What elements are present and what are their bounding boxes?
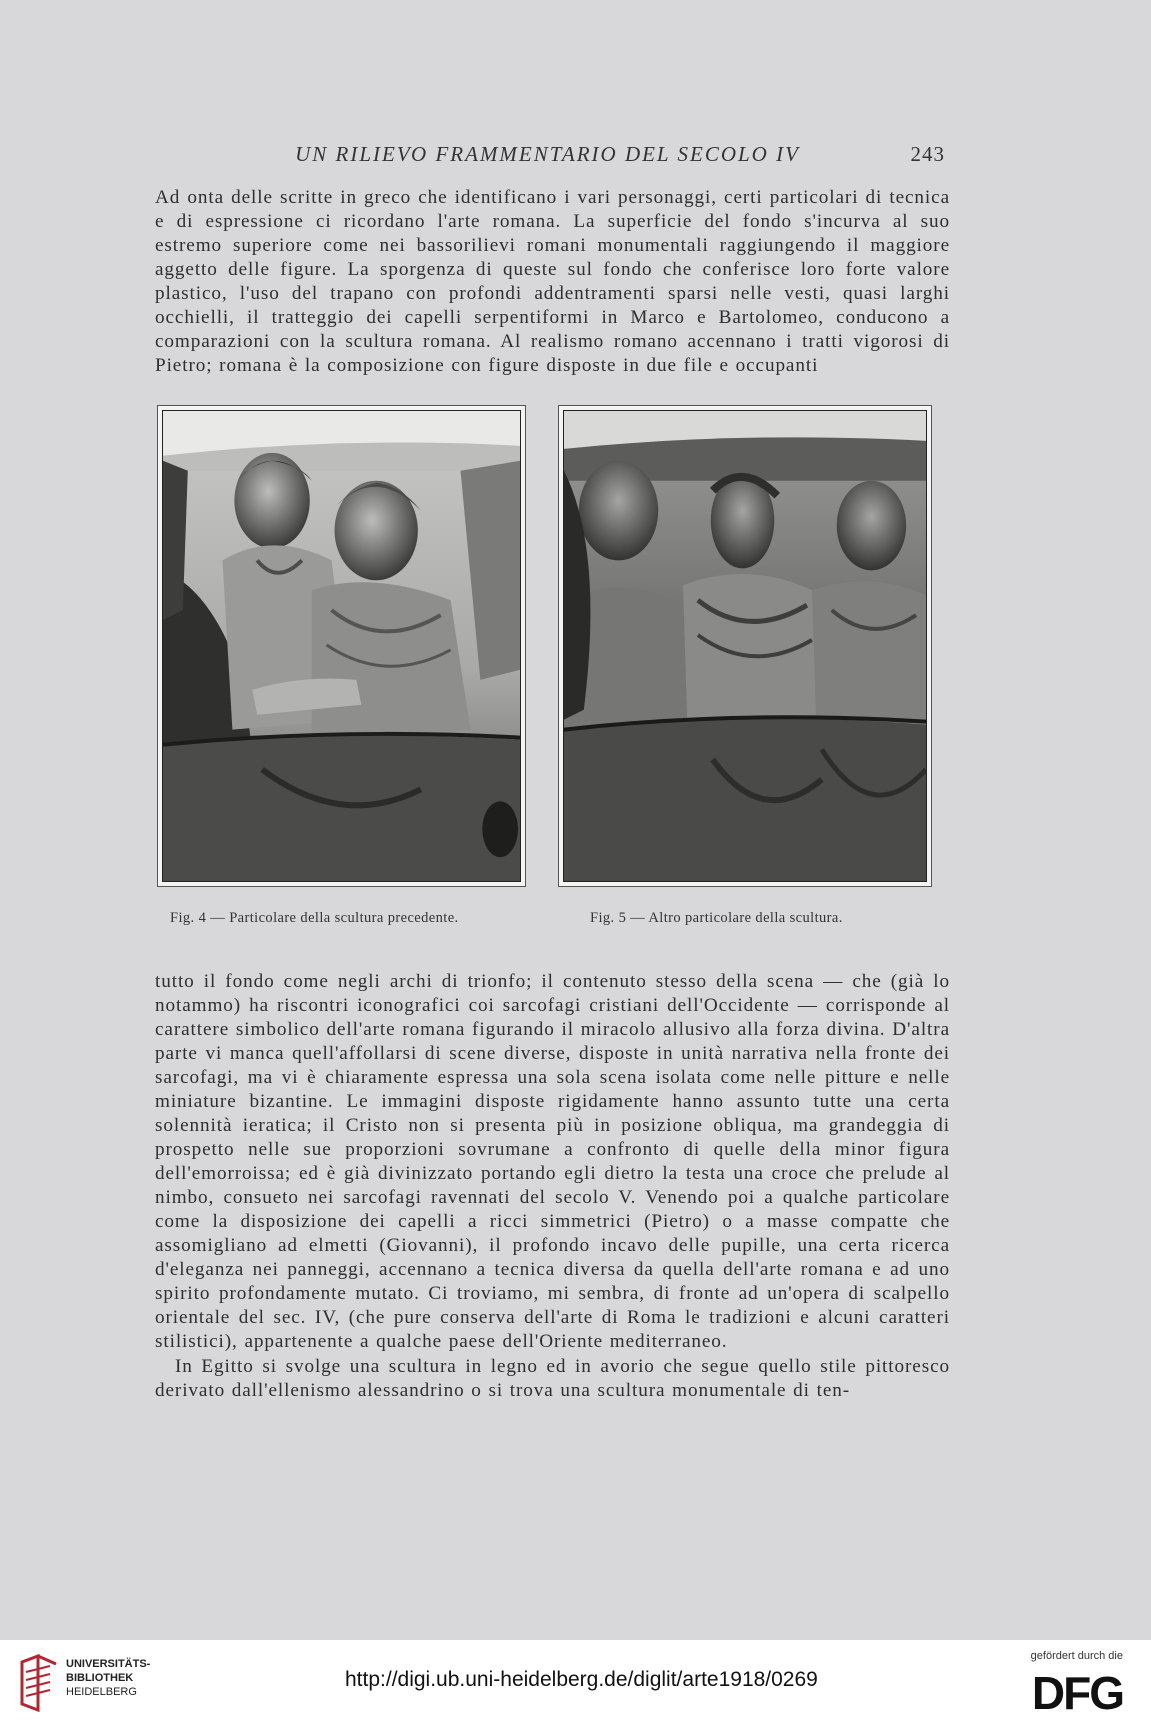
figure-5 bbox=[558, 405, 932, 887]
figure-4-photo bbox=[162, 410, 521, 882]
running-title: UN RILIEVO FRAMMENTARIO DEL SECOLO IV bbox=[295, 142, 800, 166]
paragraph-end: In Egitto si svolge una scultura in legno ed in avorio che segue quello stile pittoresco derivato dall'ellenismo alessandrino o si trova una scultura monumentale di ten- bbox=[155, 1356, 950, 1401]
library-logo-icon[interactable] bbox=[18, 1654, 60, 1712]
running-head bbox=[150, 142, 945, 170]
figure-5-photo bbox=[563, 410, 927, 882]
figure-4 bbox=[157, 405, 526, 887]
figure-4-caption: Fig. 4 — Particolare della scultura precedente. bbox=[170, 910, 459, 926]
library-name-line2: BIBLIOTHEK bbox=[66, 1672, 134, 1684]
relief-photo-5 bbox=[564, 411, 926, 881]
library-name[interactable] bbox=[66, 1657, 150, 1699]
dfg-logo[interactable]: DFG bbox=[1031, 1667, 1123, 1719]
relief-photo-4 bbox=[163, 411, 520, 881]
source-url-link[interactable]: http://digi.ub.uni-heidelberg.de/diglit/arte1918/0269 bbox=[345, 1668, 818, 1691]
paragraph-top: Ad onta delle scritte in greco che identificano i vari personaggi, certi particolari di tecnica e di espressione ci ricordano l'arte romana. La superficie del fondo s'incurva al suo estremo superiore come nei bassorilievi romani monumentali raggiungendo il maggiore aggetto delle figure. La sporgenza di queste sul fondo che conferisce loro forte valore plastico, l'uso del trapano con profondi addentramenti sparsi nelle vesti, quasi larghi occhielli, il tratteggio dei capelli serpentiformi in Marco e Bartolomeo, conducono a comparazioni con la scultura romana. Al realismo romano accennano i tratti vigorosi di Pietro; romana è la composizione con figure disposte in due file e occupanti bbox=[155, 187, 950, 376]
footer-bar bbox=[0, 1640, 1151, 1725]
funded-by-label: gefördert durch die bbox=[1030, 1650, 1123, 1662]
library-name-line1: UNIVERSITÄTS- bbox=[66, 1658, 151, 1670]
figure-5-caption: Fig. 5 — Altro particolare della scultura. bbox=[590, 910, 843, 926]
paragraph-mid: tutto il fondo come negli archi di trionfo; il contenuto stesso della scena — che (già lo notammo) ha riscontri iconografici coi sarcofagi cristiani dell'Occidente — corrisponde al carattere simbolico dell'arte romana figurando il miracolo allusivo alla forza divina. D'altra parte vi manca quell'affollarsi di scene diverse, disposte in unità narrativa nella fronte dei sarcofagi, ma vi è chiaramente espressa una sola scena isolata come nelle pitture e nelle miniature bizantine. Le immagini disposte rigidamente hanno assunto tutte una certa solennità ieratica; il Cristo non si presenta più in posizione obliqua, ma grandeggia di prospetto nelle sue proporzioni sovrumane a confronto di quelle della minor figura dell'emorroissa; ed è già divinizzato portando egli dietro la testa una croce che prelude al nimbo, consueto nei sarcofagi ravennati del secolo V. Venendo poi a qualche particolare come la disposizione dei capelli a ricci simmetrici (Pietro) o a masse compatte che assomigliano ad elmetti (Giovanni), il profondo incavo delle pupille, una certa ricerca d'eleganza nei panneggi, accennano a tecnica diversa da quella dell'arte romana e ad uno spirito profondamente mutato. Ci troviamo, mi sembra, di fronte ad un'opera di scalpello orientale del sec. IV, (che pure conserva dell'arte di Roma le tradizioni e alcuni caratteri stilistici), appartenente a qualche paese dell'Oriente mediterraneo. bbox=[155, 971, 950, 1352]
library-name-line3: HEIDELBERG bbox=[66, 1686, 137, 1698]
page-number: 243 bbox=[910, 142, 945, 166]
